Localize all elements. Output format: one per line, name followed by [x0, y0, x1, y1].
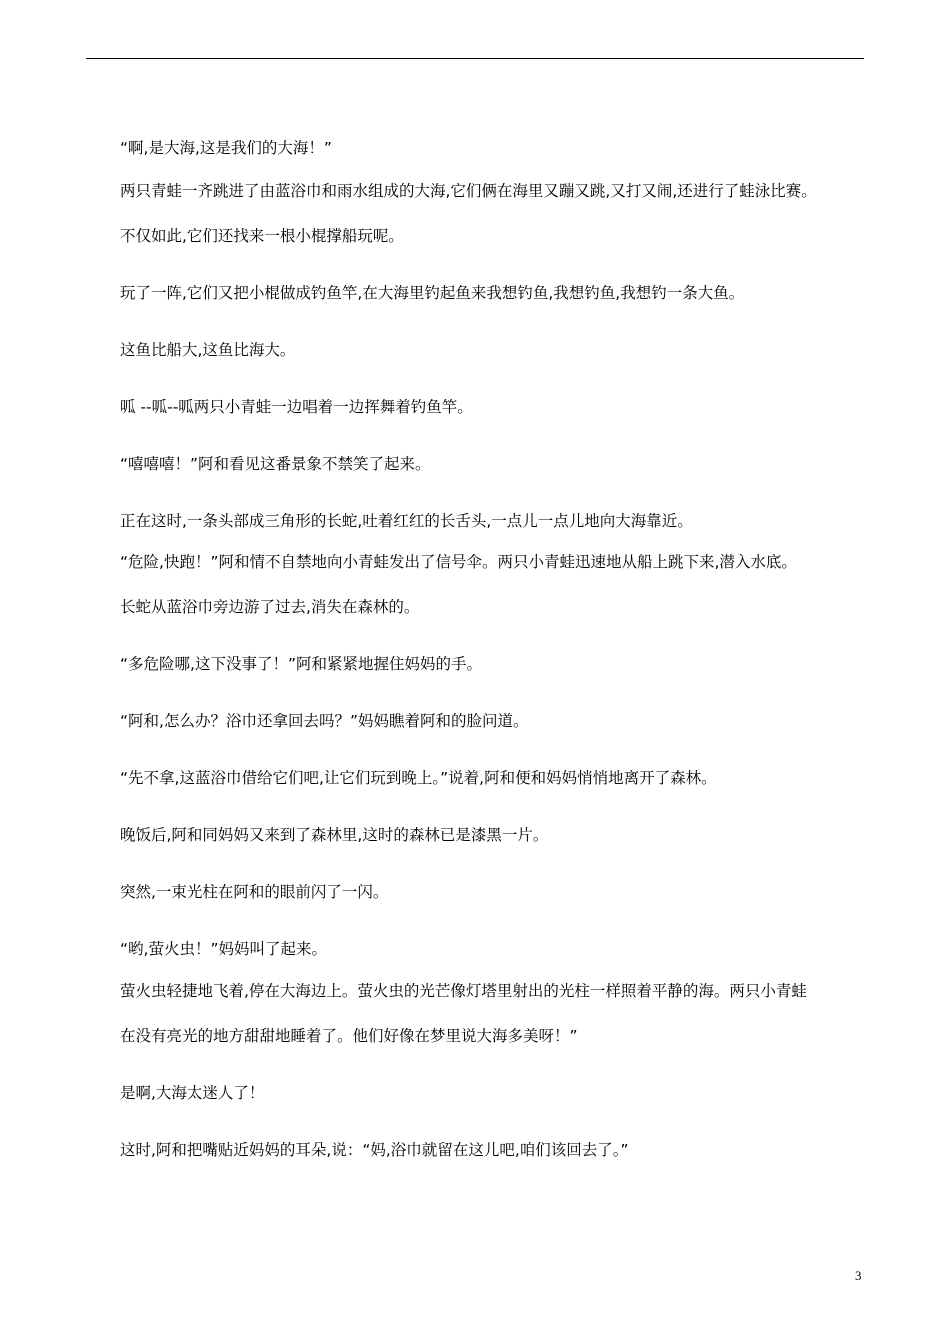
text-line: 这鱼比船大,这鱼比海大。	[120, 341, 296, 359]
text-line: “阿和,怎么办？浴巾还拿回去吗？”妈妈瞧着阿和的脸问道。	[120, 712, 529, 730]
text-line: “嘻嘻嘻！”阿和看见这番景象不禁笑了起来。	[120, 455, 431, 473]
text-line: “哟,萤火虫！”妈妈叫了起来。	[120, 940, 327, 958]
text-line: 突然,一束光柱在阿和的眼前闪了一闪。	[120, 883, 389, 901]
text-line: 不仅如此,它们还找来一根小棍撑船玩呢。	[120, 227, 404, 245]
text-line: “先不拿,这蓝浴巾借给它们吧,让它们玩到晚上。”说着,阿和便和妈妈悄悄地离开了森林。	[120, 769, 717, 787]
page-number: 3	[855, 1268, 862, 1283]
text-line: 晚饭后,阿和同妈妈又来到了森林里,这时的森林已是漆黑一片。	[120, 826, 549, 844]
text-line: “啊,是大海,这是我们的大海！”	[120, 139, 332, 157]
text-line: 萤火虫轻捷地飞着,停在大海边上。萤火虫的光芒像灯塔里射出的光柱一样照着平静的海。两只小青蛙	[120, 982, 807, 1000]
text-line: “多危险哪,这下没事了！”阿和紧紧地握住妈妈的手。	[120, 655, 482, 673]
text-line: 这时,阿和把嘴贴近妈妈的耳朵,说：“妈,浴巾就留在这儿吧,咱们该回去了。”	[120, 1141, 629, 1159]
text-line: 呱 --呱--呱两只小青蛙一边唱着一边挥舞着钓鱼竿。	[120, 398, 473, 416]
text-line: 两只青蛙一齐跳进了由蓝浴巾和雨水组成的大海,它们俩在海里又蹦又跳,又打又闹,还进行了蛙泳比赛。	[120, 182, 817, 200]
text-line: 玩了一阵,它们又把小棍做成钓鱼竿,在大海里钓起鱼来我想钓鱼,我想钓鱼,我想钓一条大鱼。	[120, 284, 745, 302]
text-line: 正在这时,一条头部成三角形的长蛇,吐着红红的长舌头,一点儿一点儿地向大海靠近。	[120, 512, 693, 530]
header-rule	[86, 58, 864, 59]
text-line: 长蛇从蓝浴巾旁边游了过去,消失在森林的。	[120, 598, 420, 616]
text-line: 在没有亮光的地方甜甜地睡着了。他们好像在梦里说大海多美呀！”	[120, 1027, 578, 1045]
text-line: 是啊,大海太迷人了！	[120, 1084, 265, 1102]
text-line: “危险,快跑！”阿和情不自禁地向小青蛙发出了信号伞。两只小青蛙迅速地从船上跳下来,潜入水底。	[120, 553, 797, 571]
